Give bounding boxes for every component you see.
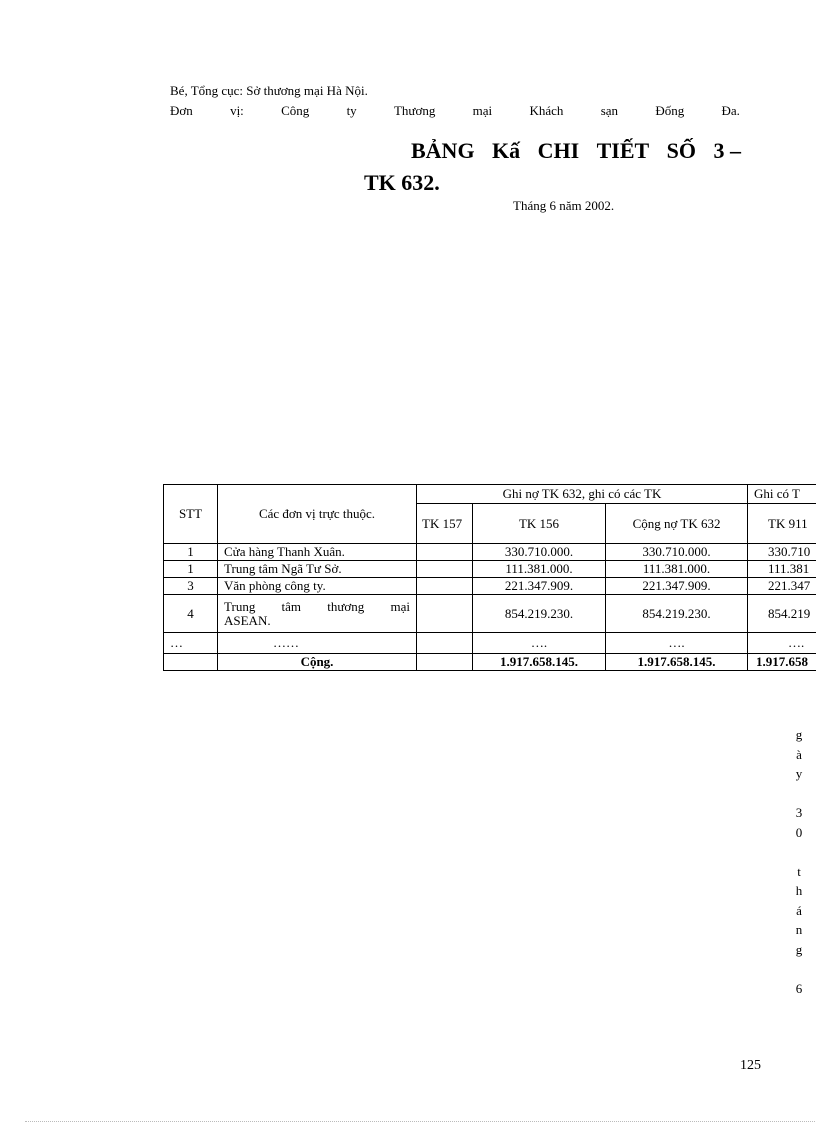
table-row	[164, 561, 816, 578]
unit-word: Đa.	[721, 103, 740, 118]
cell-tk157	[417, 578, 473, 595]
cell-congno: 111.381.000.	[606, 561, 748, 578]
detail-ledger-table	[163, 484, 816, 671]
unit-word: mại	[472, 103, 493, 118]
ministry-line: Bé, Tổng cục: Sở thương mại Hà Nội.	[170, 83, 368, 98]
cell-unit: ……	[218, 633, 417, 654]
cell-tk156: 111.381.000.	[473, 561, 606, 578]
header-tk911: TK 911	[748, 504, 816, 544]
cell-tk156: 221.347.909.	[473, 578, 606, 595]
header-debit-group: Ghi nợ TK 632, ghi có các TK	[417, 485, 748, 504]
signature-date-vertical: g à y 3 0 t h á n g 6	[795, 727, 803, 996]
header-credit-group: Ghi có T	[748, 485, 816, 504]
total-label: Cộng.	[218, 654, 417, 671]
cell-tk156: 330.710.000.	[473, 544, 606, 561]
cell-tk156: ….	[473, 633, 606, 654]
header-tk156: TK 156	[473, 504, 606, 544]
title-word: TIẾT	[596, 138, 650, 163]
cell-congno: 854.219.230.	[606, 595, 748, 633]
cell-tk911: ….	[748, 633, 816, 654]
document-title	[411, 138, 741, 164]
cell-tk911: 330.710	[748, 544, 816, 561]
unit-word: Đống	[655, 103, 685, 118]
cell-stt: …	[164, 633, 218, 654]
cell-unit: Cửa hàng Thanh Xuân.	[218, 544, 417, 561]
document-title-account: TK 632.	[364, 170, 440, 195]
header-stt: STT	[164, 485, 218, 544]
cell-tk911: 111.381	[748, 561, 816, 578]
cell-unit-line: ASEAN.	[224, 612, 271, 628]
unit-word: vị:	[230, 103, 244, 118]
page-bottom-rule	[25, 1121, 815, 1122]
page-number: 125	[740, 1058, 761, 1073]
cell-stt: 1	[164, 561, 218, 578]
cell-stt: 1	[164, 544, 218, 561]
cell-tk911: 854.219	[748, 595, 816, 633]
header-tk157: TK 157	[417, 504, 473, 544]
title-word: CHI	[537, 138, 580, 163]
unit-word: Đơn	[170, 103, 193, 118]
cell-unit-line: Trung tâm thương mại	[224, 598, 410, 614]
table-header-row	[164, 485, 816, 504]
total-tk156: 1.917.658.145.	[473, 654, 606, 671]
cell-congno: ….	[606, 633, 748, 654]
unit-word: Công	[281, 103, 310, 118]
title-word: SỐ	[666, 138, 697, 163]
reporting-period: Tháng 6 năm 2002.	[513, 198, 615, 213]
total-tk157	[417, 654, 473, 671]
unit-word: sạn	[600, 103, 619, 118]
cell-tk157	[417, 633, 473, 654]
unit-word: Khách	[529, 103, 564, 118]
title-word: BẢNG	[411, 138, 475, 163]
total-congno: 1.917.658.145.	[606, 654, 748, 671]
table-row	[164, 595, 816, 633]
header-units: Các đơn vị trực thuộc.	[218, 485, 417, 544]
cell-stt: 4	[164, 595, 218, 633]
unit-word: ty	[346, 103, 357, 118]
title-word: Kấ	[492, 138, 521, 163]
cell-tk157	[417, 595, 473, 633]
total-tk911: 1.917.658	[748, 654, 816, 671]
cell-congno: 330.710.000.	[606, 544, 748, 561]
unit-line	[170, 103, 740, 119]
cell-congno: 221.347.909.	[606, 578, 748, 595]
table-total-row	[164, 654, 816, 671]
table-row	[164, 578, 816, 595]
cell-unit: Trung tâm Ngã Tư Sở.	[218, 561, 417, 578]
title-word: 3 –	[713, 138, 741, 163]
cell-tk911: 221.347	[748, 578, 816, 595]
table-row	[164, 633, 816, 654]
cell-tk157	[417, 544, 473, 561]
header-congno: Cộng nợ TK 632	[606, 504, 748, 544]
cell-stt: 3	[164, 578, 218, 595]
cell-tk157	[417, 561, 473, 578]
cell-tk156: 854.219.230.	[473, 595, 606, 633]
cell-unit	[218, 595, 417, 633]
table-row	[164, 544, 816, 561]
cell-unit: Văn phòng công ty.	[218, 578, 417, 595]
unit-word: Thương	[393, 103, 436, 118]
cell-stt	[164, 654, 218, 671]
